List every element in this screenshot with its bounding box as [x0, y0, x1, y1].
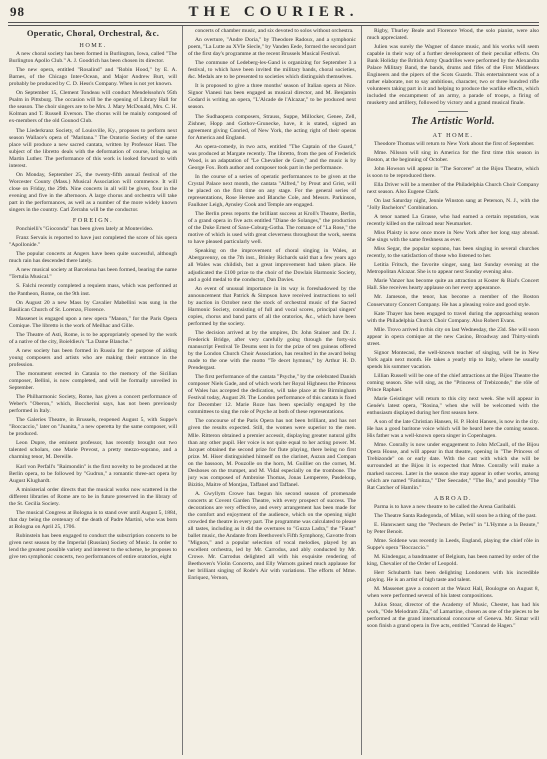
- header-rule-top: [8, 22, 539, 23]
- article-paragraph: The commune of Ledeberg-les-Gand is organizing for September 3 a festival, to which have been invited the military bands, choral societies, &c. Medals are to be presented to societies which distinguish themselves.: [188, 60, 356, 81]
- header-rule-bottom: [8, 25, 539, 26]
- article-paragraph: Signor Montecasi, the well-known teacher of singing, will be in New York again next month. He takes a yearly trip to Italy, where he usually spends his summer vacation.: [367, 349, 539, 370]
- article-paragraph: The monument erected in Catania to the memory of the Sicilian composer, Bellini, is now completed, and will be formally unveiled in September.: [9, 370, 177, 392]
- article-paragraph: Lillian Russell will be one of the chief attractions at the Bijou Theatre the coming season. She will sing, as the "Princess of Trebizonde," the rôle of Prince Raphael.: [367, 372, 539, 394]
- at-home-articles: [367, 141, 539, 492]
- article-paragraph: On August 20 a new Mass by Cavalier Mabellini was sung in the Basilican Church of St. Lorenzo, Florence.: [9, 299, 177, 313]
- foreign-articles: [9, 226, 177, 561]
- article-paragraph: Leon Dupre, the eminent professor, has recently brought out two talented scholars, one Marie Prevost, a pretty mezzo-soprano, and a charming tenor, M. Dereille.: [9, 440, 177, 461]
- article-paragraph: Julius Stoar, director of the Academy of Music, Chester, has had his work, "Ode Melodram Zila," of Lamartine, chosen as one of the pieces to be performed at the grand international concourse of Geneva. Mr. Simar will soon finish a grand opera in five acts, entitled "Conrad de Hagen.": [367, 602, 539, 630]
- article-paragraph: A new society has been formed in Russia for the purpose of aiding young composers and artists who are making their entrance in the profession.: [9, 347, 177, 368]
- article-paragraph: Speaking on the improvement of choral singing in Wales, at Abergavenny, on the 7th inst., Brinley Richards said that a few years ago all Wales was childish, but a great improvement had taken place. He adjudicated the £100 prize to the choir of the Dowlais Harmonic Society, and a gold medal to the conductor, Dan Davies.: [188, 248, 356, 283]
- subhead-home: HOME.: [79, 42, 107, 49]
- section-divider: [438, 111, 468, 112]
- article-paragraph: M. Kindengar, a bandmaster of Belgium, has been named by order of the king, Chevalier of the Order of Leopold.: [367, 554, 539, 568]
- article-paragraph: John Howson will appear in "The Sorcerer" at the Bijou Theatre, which is soon to be reproduced there.: [367, 165, 539, 179]
- column-divider-2: [361, 26, 362, 755]
- column-2: [188, 28, 356, 755]
- article-paragraph: M. Massenet gave a concert at the Wauxt Hall, Boulogne on August 8, when were performed several of his latest compositions.: [367, 586, 539, 600]
- article-paragraph: An opera-comedy, in two acts, entitled "The Captain of the Guard," was produced at Margate recently. The libretto, from the pen of Frederick Wood, is an adaptation of "Le Chevalier de Gure," and the music is by George Fox. Both author and composer took part in the performance.: [188, 143, 356, 171]
- article-paragraph: Mlle. Trovo arrived in this city on last Wednesday, the 23d. She will soon appear in opera comique at the new Casino, Broadway and Thirty-ninth street.: [367, 326, 539, 347]
- article-paragraph: Parma is to have a new theatre to be called the Arena Garibaldi.: [374, 503, 517, 510]
- article-paragraph: S. Falchi recently completed a requiem mass, which was performed at the Pantheon, Rome, on the 9th inst.: [9, 283, 177, 297]
- article-paragraph: concerts of chamber music, and six devoted to solos without orchestra.: [195, 28, 354, 34]
- article-paragraph: The popular concerts at Angers have been quite successful, although much rain has descended there lately.: [9, 251, 177, 265]
- article-paragraph: Marie Vanzer has become quite an attraction at Koster & Bial's Concert Hall. She receives hearty applause on her every appearance.: [367, 278, 539, 292]
- article-paragraph: The decision arrived at by the umpires, Dr. John Stainer and Dr. J. Frederick Bridge, after very carefully going through the forty-six manuscript Festival Te Deums sent in for the prize of ten guineas offered by the London Church Choir Association, has resulted in the award being made to the one with the motto "Te decet hymnus," by Arthur H. D. Prendergast.: [188, 329, 356, 372]
- article-paragraph: Mme. Nilsson will sing in America for the first time this season in Boston, at the beginning of October.: [367, 149, 539, 163]
- article-paragraph: Mr. Jameson, the tenor, has become a member of the Boston Conservatory Concert Company. He has a pleasing voice and good style.: [367, 294, 539, 308]
- article-paragraph: Rubinstein has been engaged to conduct the subscription concerts to be given next season by the Imperial (Russian) Society of Music. In order to lend the greatest possible variety and interest to the scheme, he proposes to give ten symphonic concerts, two performances of entire oratorios, eight: [9, 532, 177, 561]
- section-title-artistic-world: The Artistic World.: [411, 115, 495, 127]
- masthead-title: THE COURIER.: [188, 4, 359, 20]
- article-paragraph: A ministerial order directs that the musical works now scattered in the different libraries of Rome are to be in future preserved in the library of the St. Cecilia Society.: [9, 486, 177, 507]
- article-paragraph: An event of unusual importance in its way is foreshadowed by the announcement that Patrick & Simpson have received instructions to sell by auction in October next the stock of orchestral music of the Sacred Harmonic Society, consisting of full and vocal scores, principal singers' copies, chorus and band parts of all the oratorios, &c., which have been performed by the society.: [188, 285, 356, 327]
- article-paragraph: A new choral society has been formed in Burlington, Iowa, called "The Burlington Apollo Club." A. J. Goodrich has been chosen its director.: [9, 51, 177, 65]
- article-paragraph: The Theatre Santa Radegonda, of Milan, will soon be a thing of the past.: [374, 512, 537, 519]
- article-paragraph: The Liederkranz Society, of Louisville, Ky., proposes to perform next season Wallace's opera of "Maritana." The Oratorio Society of the same place will produce a new sacred cantata, written by Professor Hast. The subject of the libretto deals with the deformation of course, bringing as Martin Luther. The performance of this work is looked forward to with interest.: [9, 127, 177, 169]
- article-paragraph: Miss Segar, the popular soprano, has been singing in several churches recently, to the satisfaction of those who listened to her.: [367, 246, 539, 260]
- article-paragraph: An overture, "Andre Doria," by Theodore Radoux, and a symphonic poem, "La Lutte au XVIe Siecle," by Vanden Eede, formed the second part of the first day's programme at the recent Brussels Musical Festival.: [188, 37, 356, 58]
- column-3: [367, 28, 539, 755]
- article-paragraph: Ella Driver will be a member of the Philadelphia Church Choir Company next season. Also Eugene Clark.: [367, 181, 539, 195]
- column-1: [9, 28, 177, 755]
- page-number: 98: [10, 4, 25, 19]
- article-paragraph: Miss Plaisty is now once more in New York after her long stay abroad. She sings with the same freshness as ever.: [367, 230, 539, 244]
- article-paragraph: Ponchielli's "Gioconda" has been given lately at Montevideo.: [16, 226, 154, 233]
- article-paragraph: Mme. Soldene was recently in Leeds, England, playing the chief rôle in Suppe's opera "Boccaccio.": [367, 537, 539, 551]
- article-paragraph: It is proposed to give a three months' season of Italian opera at Nice. Signor Vianesi has been engaged as musical director, and M. Benjamin Godard is writing an opera, "L'Alcade de l'Alcazar," to be produced next season.: [188, 83, 356, 111]
- article-paragraph: A new musical society at Barcelona has been formed, bearing the name "Tertulia Musical.": [9, 267, 177, 281]
- article-paragraph: A. Gwyllym Crowe has begun his second season of promenade concerts at Covent Garden Theatre, with every prospect of success. The decorations are very effective, and every arrangement has been made for the comfort and enjoyment of the audience, which on the opening night crowded the theatre in every part. The programme was calculated to please all tastes, including as it did the overtures to "Guzza Ladra," the "Faust" ballet music, the Andante from Beethoven's Fifth Symphony, Gavotte from "Mignon," and a popular selection of vocal melodies, played by an excellent orchestra, led by Mr. Carrodus, and ably conducted by Mr. Crowe. Mr. Carrodus delighted all with his exquisite rendering of Beethoven's Violin Concerto, and Elly Warnots gained much applause for her brilliant singing of Rode's Air with variations. The efforts of Mme. Enriquez, Vernon,: [188, 490, 356, 582]
- section-title-operatic: Operatic, Choral, Orchestral, &c.: [26, 28, 160, 38]
- article-paragraph: On Monday, September 25, the twenty-fifth annual festival of the Worcester County (Mass.) Musical Association will commence. It will close on Friday, the 29th. Nine concerts in all will be given, four in the evening and five in the afternoon. A large chorus and orchestra will take part in the performances, as well as a number of the more widely known singers in the country. Carl Zerrahn will be the conductor.: [9, 171, 177, 214]
- article-paragraph: E. Hanswaert sang the "Pecheurs de Perles" in "L'Hymne a la Beaute," by Peter Benoit.: [367, 521, 539, 535]
- article-paragraph: Karl von Perfall's "Raimondin" is the first novelty to be produced at the Berlin opera, to be followed by "Gudrun," a romantic three-act opera by August Klughardt.: [9, 463, 177, 484]
- article-paragraph: Rigby, Thurley Beale and Florence Wood, the solo pianist, were also much appreciated.: [367, 28, 539, 42]
- column-divider-1: [182, 26, 183, 755]
- subhead-at-home: AT HOME.: [432, 131, 474, 139]
- article-paragraph: Julien was surely the Wagner of dance music, and his works will seem capable in their way of a further development of their peculiar effects. On Bank Holiday the British Army Quadrilles were performed by the Alexandra Palace Military Band, the bands, drums and fifes of the First Middlesex Engineers and the pipers of the Scots Guards. This entertainment was of a rather elaborate, not to say ambitious, character, two or three hundred rifle volunteers taking part in it and helping to produce the warlike effects, which included the encampment of an army, a parade of troops, a firing of musketry and artillery, followed by victory and a grand musical finale.: [367, 44, 539, 107]
- subhead-abroad: ABROAD.: [433, 494, 473, 502]
- article-paragraph: Marie Geistinger will return to this city next week. She will appear in Genée's latest opera, "Rosina," when she will be welcomed with the enthusiasm displayed during her first season here.: [367, 396, 539, 417]
- article-paragraph: Kate Thayer has been engaged to travel during the approaching season with the Philadelphia Church Choir Company. Also Robert Evans.: [367, 310, 539, 324]
- article-paragraph: The Theatre of Asti, Rome, is to be appropriately opened by the work of a native of the city, Boieldieu's "La Dame Blanche.": [9, 331, 177, 345]
- article-paragraph: A son of the late Christian Hansen, H. P. Holst Hansen, is now in the city. He has a good baritone voice which will be heard here the coming season. His father was a well-known opera singer in Copenhagen.: [367, 419, 539, 440]
- article-paragraph: The first performance of the cantata "Psyche," by the celebrated Danish composer Niels Gade, and of which work her Royal Highness the Princess of Wales has accepted the dedication, will take place at the Birmingham Festival today, August 28. The London performance of this cantata is fixed for December 12. Marie Roze has been specially engaged by the committees to sing the role of Psyche at both of these representations.: [188, 374, 356, 416]
- article-paragraph: Mme. Conrally is now under engagement to John McCaull, of the Bijou Opera House, and will appear in that theatre, opening in "The Princess of Trebizonde" on or early date. With the cast with which she will be surrounded at the Bijou it is expected that Mme. Conrally will make a marked success. Later in the season she may appear in other works, among which are named "Fatinitza," "Der Seecadet," "The Bo," and possibly "The Rat Catcher of Hamlin.": [367, 442, 539, 491]
- article-paragraph: The Berlin press reports the brilliant success at Kroll's Theatre, Berlin, of a grand opera in five acts entitled "Diane de Solanges," the production of the Duke Ernest of Saxe-Coburg-Gotha. The romance of "La Rose," the motive of which is used with great cleverness throughout the work, seems to have pleased particularly well.: [188, 211, 356, 246]
- article-paragraph: Letitia Fritsch, the favorite singer, sang last Sunday evening at the Metropolitan Alcazar. She is to appear next Sunday evening also.: [367, 262, 539, 276]
- article-paragraph: Herr Schubarth has been delighting Londoners with his incredible playing. He is an artist of high taste and talent.: [367, 570, 539, 584]
- column-3-top-articles: [367, 28, 539, 108]
- article-paragraph: The Galeries Theatre, in Brussels, reopened August 5, with Suppe's "Boccaccio," later on "Juanita," a new operetta by the same composer, will be produced.: [9, 417, 177, 438]
- abroad-articles: [367, 504, 539, 631]
- article-paragraph: A tenor named La Grasse, who had earned a certain reputation, was recently killed on the railroad near Neumarket.: [367, 213, 539, 228]
- subhead-foreign: FOREIGN.: [72, 217, 114, 225]
- article-paragraph: In the course of a series of operatic performances to be given at the Crystal Palace next month, the cantata "Alfred," by Prout and Grist, will be placed on the first time on any stage. For the general series of representations, Rose Hersee and Blanche Cole, and Messrs. Parkinson, Faulkner Leigh, Aynsley Cook and Temple are engaged.: [188, 173, 356, 209]
- column-2-articles: [188, 28, 356, 583]
- article-paragraph: Theodore Thomas will return to New York about the first of September.: [374, 140, 535, 147]
- article-paragraph: Massenet is engaged upon a new opera "Manon," for the Paris Opera Comique. The libretto is the work of Meilhac and Gille.: [9, 315, 177, 329]
- page-header: [8, 4, 539, 22]
- home-articles: [9, 51, 177, 214]
- article-paragraph: The concourse of the Paris Opera has not been brilliant, and has not given the results expected. Still, the women were superior to the men. Mlle. Ritteron obtained a premier accessit, displaying greater natural gifts than any other pupil. Her voice is not quite equal to her acting power. M. Jacquet obtained the second prize for flute playing, there being no first prize. M. Hiser distinguished himself on the clarinet, Auzun and Compan on the bassoon, M. Pouzolle on the horn, M. Guillier on the cornet, M. Deshoses on the trumpet, and M. Vidal especially on the trombone. The jury was composed of Ambroise Thomas, Jonas Lemperere, Pasdeloup, Bizitio, Maitre of Montjau, Taffanel and Taffanel.: [188, 418, 356, 488]
- article-paragraph: Franz Servais is reported to have just completed the score of his opera "Apollonide.": [9, 235, 177, 249]
- article-paragraph: On September 15, Clement Tondeau will conduct Mendelssohn's 95th Psalm in Pittsburg. The occasion will be the opening of Library Hall for the season. The choir singers are to be Mrs. J. Mary McDonald, Mrs. C. H. Kolman and T. Russell Everson. The chorus will be mainly composed of ex-members of the old Gounod Club.: [9, 90, 177, 125]
- article-paragraph: The Philharmonic Society, Rome, has given a concert performance of Weber's "Oberon," which, Boccherini says, has not been previously performed in Italy.: [9, 394, 177, 415]
- article-paragraph: The Sudhaopera composers, Strauss, Suppe, Millocker, Genee, Zell, Zishner, Hopp and Gothov-Grunecke, have, it is stated, signed an agreement giving Conried, of New York, the acting right of their operas for America and England.: [188, 113, 356, 141]
- article-paragraph: The musical Congress at Bologna is to stand over until August 5, 1884, that day being the centenary of the death of Padre Martini, who was born at Bologna on April 25, 1706.: [9, 509, 177, 530]
- article-paragraph: On last Saturday night, Jennie Winston sang at Peterson, N. J., with the "Jolly Bachelors" Combination.: [367, 197, 539, 211]
- article-paragraph: The new opera, entitled "Rosalind" and "Robin Hood," by E. A. Barnes, of the Chicago Inter-Ocean, and Major Andrew Burt, will probably be produced by C. D. Hess's Company. When is not yet known.: [9, 67, 177, 88]
